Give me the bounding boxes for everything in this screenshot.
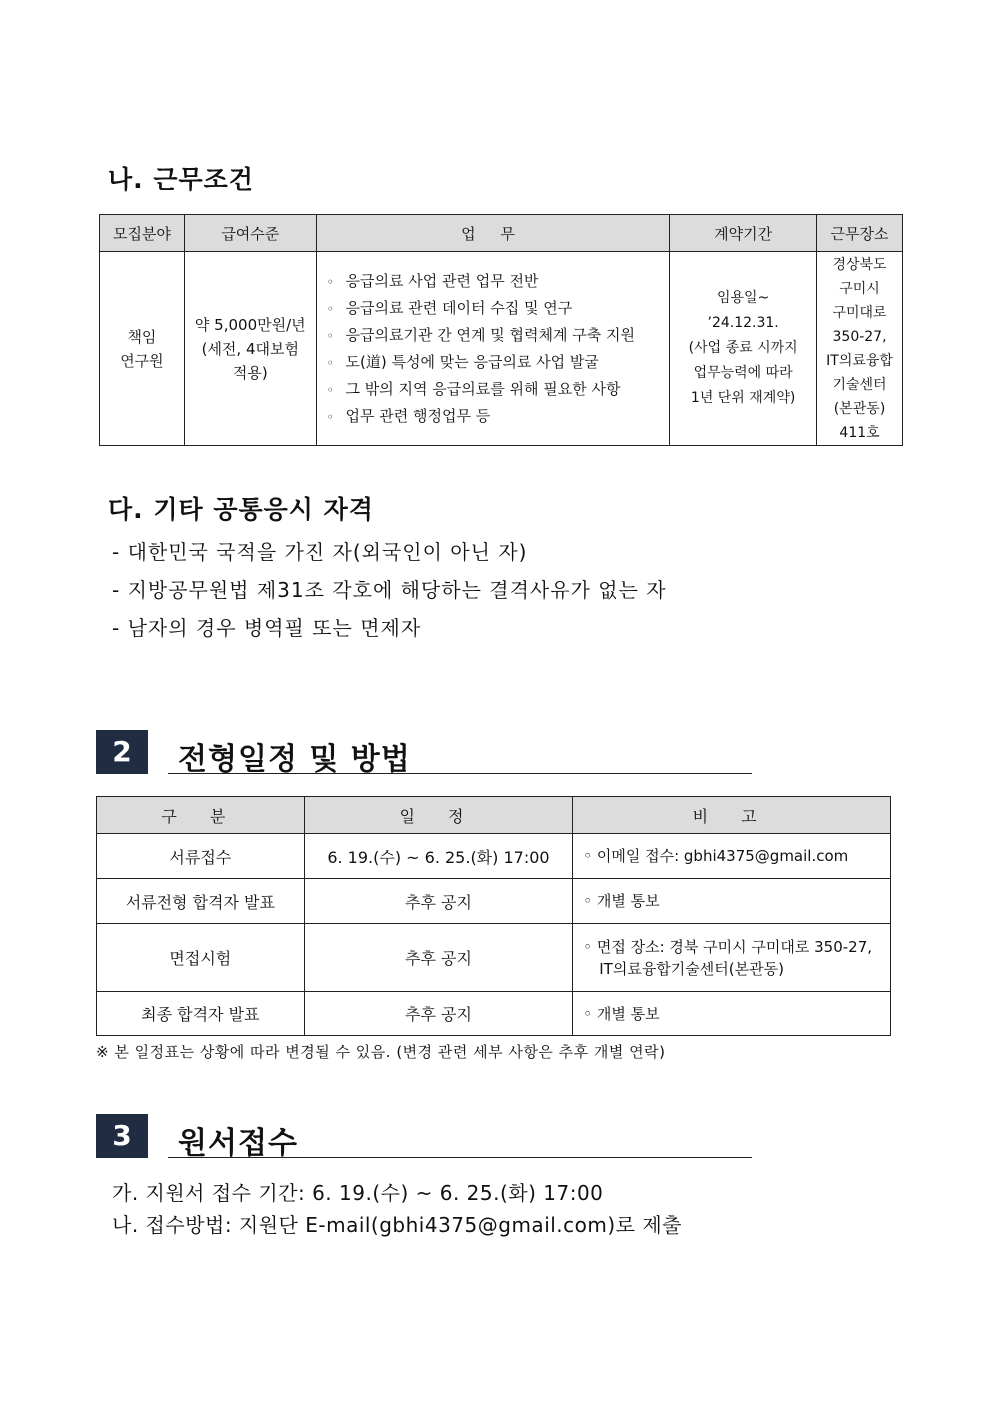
contract-line: 1년 단위 재계약) (690, 390, 796, 406)
duty-item: ◦ 그 밖의 지역 응급의료를 위해 필요한 사항 (327, 376, 669, 403)
category-cell: 최종 합격자 발표 (97, 992, 305, 1036)
bullet-icon: ◦ (326, 382, 334, 397)
duty-item: ◦ 응급의료기관 간 연계 및 협력체계 구축 지원 (327, 322, 669, 349)
header-contract: 계약기간 (670, 215, 817, 252)
contract-line: 업무능력에 따라 (693, 365, 793, 381)
bullet-icon: ◦ (326, 301, 334, 316)
section-3-rule (168, 1157, 752, 1158)
note-line: IT의료융합기술센터(본관동) (599, 959, 784, 978)
section-3-badge: 3 (96, 1114, 148, 1158)
salary-line: (세전, 4대보험 (201, 339, 299, 358)
bullet-icon: ◦ (326, 328, 334, 343)
salary-cell (184, 252, 316, 446)
salary-line: 약 5,000만원/년 (194, 315, 306, 334)
schedule-cell: 6. 19.(수) ~ 6. 25.(화) 17:00 (304, 834, 573, 879)
duty-item: ◦ 도(道) 특성에 맞는 응급의료 사업 발굴 (327, 349, 669, 376)
header-category: 구 분 (97, 797, 305, 834)
category-cell: 서류전형 합격자 발표 (97, 879, 305, 924)
conditions-header-row (100, 215, 903, 252)
place-line: 350-27, (832, 328, 887, 345)
application-method: 나. 접수방법: 지원단 E-mail(gbhi4375@gmail.com)로 제출 (112, 1213, 682, 1237)
note-cell: ◦ 이메일 접수: gbhi4375@gmail.com (573, 834, 891, 879)
schedule-cell: 추후 공지 (304, 992, 573, 1036)
application-period: 가. 지원서 접수 기간: 6. 19.(수) ~ 6. 25.(화) 17:00 (112, 1181, 604, 1205)
place-line: 411호 (839, 424, 880, 441)
schedule-header-row (97, 797, 891, 834)
conditions-table (99, 214, 903, 446)
contract-cell (670, 252, 817, 446)
duty-cell (316, 252, 669, 446)
section-2-title: 전형일정 및 방법 (178, 742, 411, 777)
place-line: (본관동) (833, 400, 886, 417)
qualification-item: - 지방공무원법 제31조 각호에 해당하는 결격사유가 없는 자 (112, 578, 667, 602)
contract-line: 임용일~ (716, 290, 770, 306)
note-cell: ◦ 개별 통보 (573, 992, 891, 1036)
place-line: IT의료융합 (826, 352, 893, 369)
table-row (97, 992, 891, 1036)
header-place: 근무장소 (817, 215, 903, 252)
header-field: 모집분야 (100, 215, 185, 252)
place-line: 경상북도 (832, 256, 887, 273)
note-cell: ◦ 개별 통보 (573, 879, 891, 924)
section-3-title: 원서접수 (178, 1126, 298, 1161)
category-cell: 서류접수 (97, 834, 305, 879)
contract-line: (사업 종료 시까지 (688, 340, 798, 356)
schedule-cell: 추후 공지 (304, 924, 573, 992)
salary-line: 적용) (232, 363, 268, 382)
header-duty: 업 무 (316, 215, 669, 252)
table-row (97, 834, 891, 879)
duty-item: ◦ 응급의료 사업 관련 업무 전반 (327, 268, 669, 295)
contract-line: ’24.12.31. (707, 315, 779, 331)
note-line: ◦ 면접 장소: 경북 구미시 구미대로 350-27, (583, 937, 873, 956)
field-cell (100, 252, 185, 446)
bullet-icon: ◦ (326, 409, 334, 424)
header-salary: 급여수준 (184, 215, 316, 252)
section-na-title: 나. 근무조건 (108, 165, 254, 194)
place-line: 기술센터 (832, 376, 887, 393)
schedule-cell: 추후 공지 (304, 879, 573, 924)
section-2-rule (168, 773, 752, 774)
table-row (97, 924, 891, 992)
category-cell: 면접시험 (97, 924, 305, 992)
table-row (97, 879, 891, 924)
field-line: 책임 (127, 327, 157, 346)
qualification-item: - 대한민국 국적을 가진 자(외국인이 아닌 자) (112, 540, 528, 564)
schedule-footnote: ※ 본 일정표는 상황에 따라 변경될 수 있음. (변경 관련 세부 사항은 추후 개별 연락) (96, 1043, 666, 1061)
section-2-badge: 2 (96, 730, 148, 774)
note-cell (573, 924, 891, 992)
bullet-icon: ◦ (326, 355, 334, 370)
qualification-item: - 남자의 경우 병역필 또는 면제자 (112, 616, 422, 640)
field-line: 연구원 (120, 351, 164, 370)
place-line: 구미시 (839, 280, 880, 297)
section-da-title: 다. 기타 공통응시 자격 (108, 495, 374, 524)
schedule-table (96, 796, 891, 1036)
duty-item: ◦ 응급의료 관련 데이터 수집 및 연구 (327, 295, 669, 322)
header-schedule: 일 정 (304, 797, 573, 834)
place-line: 구미대로 (832, 304, 887, 321)
header-note: 비 고 (573, 797, 891, 834)
bullet-icon: ◦ (326, 274, 334, 289)
duty-item: ◦ 업무 관련 행정업무 등 (327, 403, 669, 430)
conditions-row (100, 252, 903, 446)
place-cell (817, 252, 903, 446)
